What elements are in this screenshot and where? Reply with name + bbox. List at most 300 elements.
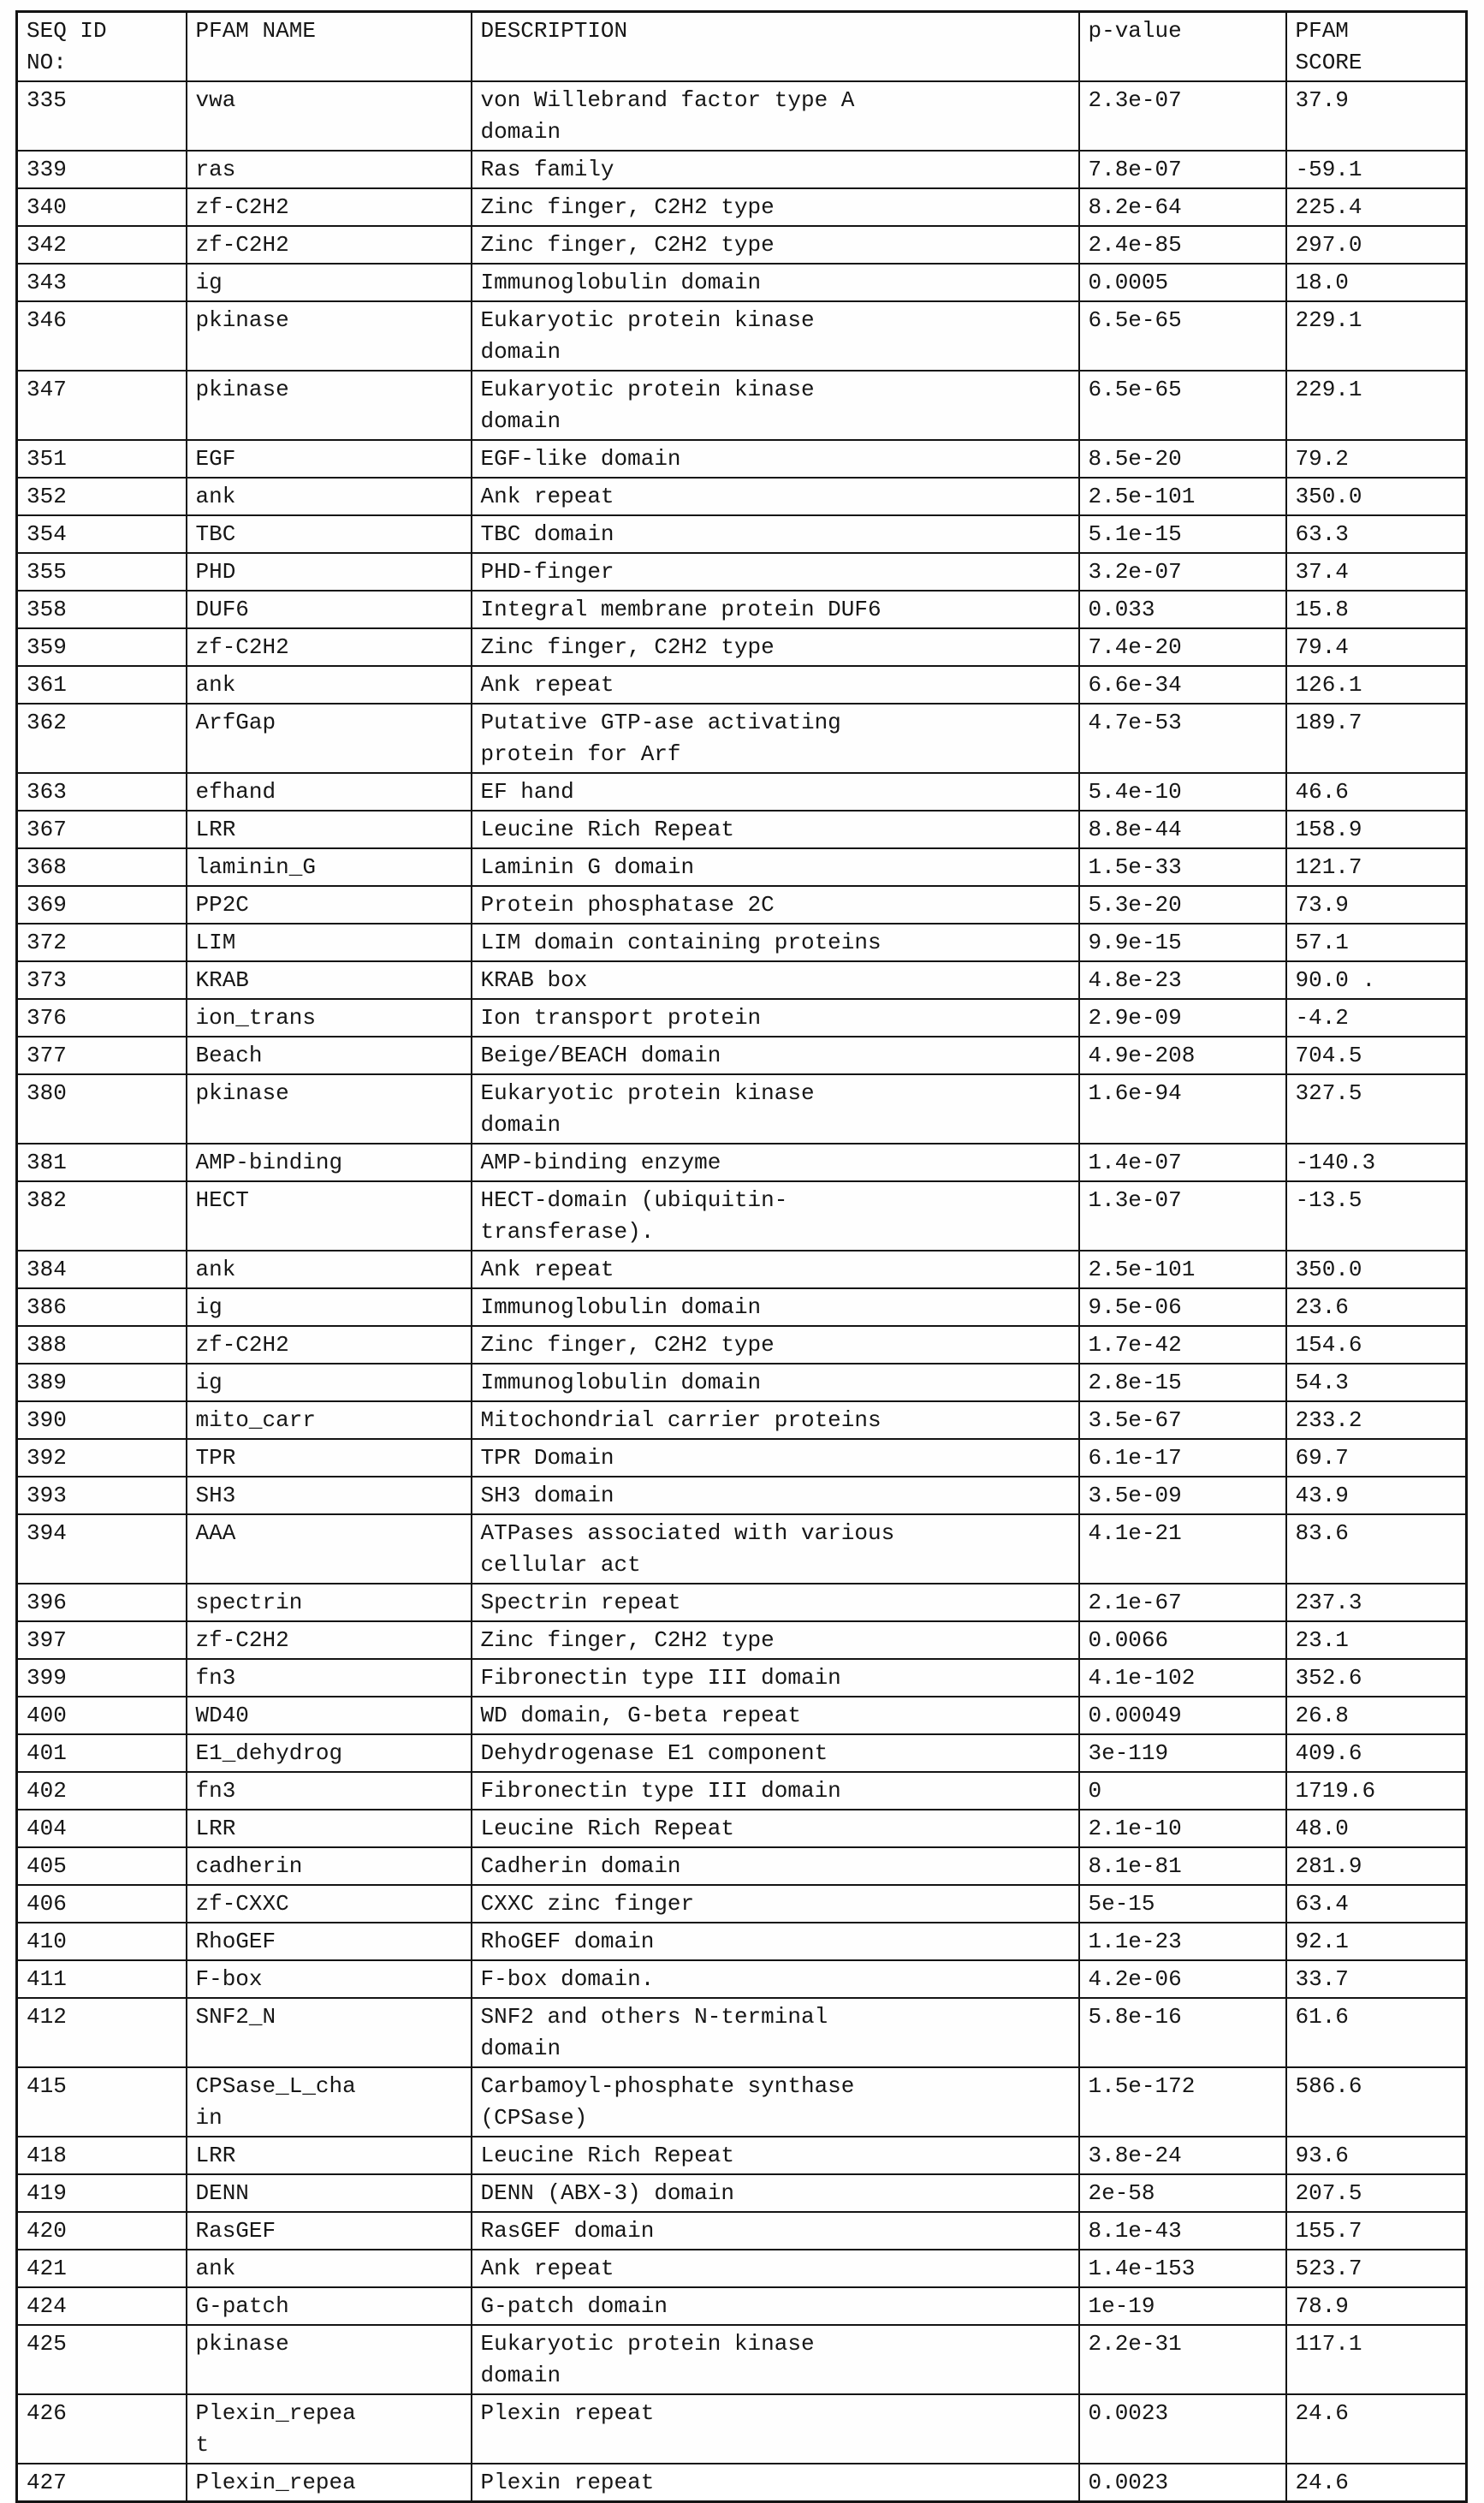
cell-seq-id: 384 [17, 1251, 187, 1288]
cell-pfam-name: vwa [187, 81, 472, 151]
cell-pfam-score: -13.5 [1286, 1181, 1467, 1251]
cell-p-value: 5.8e-16 [1079, 1998, 1286, 2067]
cell-p-value: 6.1e-17 [1079, 1439, 1286, 1477]
cell-description: KRAB box [472, 961, 1079, 999]
pfam-domain-table [15, 10, 1468, 2503]
cell-pfam-name: spectrin [187, 1584, 472, 1621]
cell-description: Spectrin repeat [472, 1584, 1079, 1621]
cell-seq-id: 340 [17, 188, 187, 226]
cell-seq-id: 410 [17, 1923, 187, 1960]
cell-seq-id: 424 [17, 2287, 187, 2325]
cell-p-value: 0.0023 [1079, 2394, 1286, 2464]
cell-description: Zinc finger, C2H2 type [472, 226, 1079, 264]
cell-seq-id: 397 [17, 1621, 187, 1659]
cell-p-value: 8.1e-81 [1079, 1847, 1286, 1885]
cell-description: Plexin repeat [472, 2464, 1079, 2502]
cell-pfam-name: AMP-binding [187, 1144, 472, 1181]
cell-pfam-name: LRR [187, 811, 472, 848]
cell-pfam-name: zf-C2H2 [187, 226, 472, 264]
table-row [17, 1477, 1467, 1514]
cell-description: Eukaryotic protein kinase domain [472, 1074, 1079, 1144]
cell-description: RhoGEF domain [472, 1923, 1079, 1960]
cell-p-value: 3e-119 [1079, 1734, 1286, 1772]
cell-seq-id: 393 [17, 1477, 187, 1514]
cell-p-value: 5.4e-10 [1079, 773, 1286, 811]
cell-pfam-name: RasGEF [187, 2212, 472, 2250]
cell-seq-id: 406 [17, 1885, 187, 1923]
header-pfam-name: PFAM NAME [187, 12, 472, 82]
cell-description: Plexin repeat [472, 2394, 1079, 2464]
cell-pfam-score: 57.1 [1286, 924, 1467, 961]
cell-pfam-name: zf-C2H2 [187, 1326, 472, 1364]
cell-seq-id: 382 [17, 1181, 187, 1251]
cell-p-value: 1.3e-07 [1079, 1181, 1286, 1251]
cell-seq-id: 390 [17, 1401, 187, 1439]
cell-description: G-patch domain [472, 2287, 1079, 2325]
table-row [17, 515, 1467, 553]
cell-description: Mitochondrial carrier proteins [472, 1401, 1079, 1439]
cell-pfam-score: 281.9 [1286, 1847, 1467, 1885]
cell-seq-id: 389 [17, 1364, 187, 1401]
cell-seq-id: 355 [17, 553, 187, 591]
cell-seq-id: 386 [17, 1288, 187, 1326]
cell-pfam-name: LRR [187, 2137, 472, 2174]
cell-description: RasGEF domain [472, 2212, 1079, 2250]
cell-seq-id: 377 [17, 1037, 187, 1074]
cell-pfam-name: ArfGap [187, 704, 472, 773]
cell-pfam-score: 83.6 [1286, 1514, 1467, 1584]
cell-pfam-name: AAA [187, 1514, 472, 1584]
cell-p-value: 7.8e-07 [1079, 151, 1286, 188]
cell-pfam-score: 18.0 [1286, 264, 1467, 301]
cell-pfam-score: 24.6 [1286, 2464, 1467, 2502]
cell-pfam-score: -59.1 [1286, 151, 1467, 188]
cell-pfam-score: 79.4 [1286, 628, 1467, 666]
cell-pfam-score: 350.0 [1286, 1251, 1467, 1288]
cell-pfam-name: WD40 [187, 1697, 472, 1734]
cell-pfam-score: 207.5 [1286, 2174, 1467, 2212]
cell-pfam-name: ig [187, 264, 472, 301]
cell-p-value: 1.4e-07 [1079, 1144, 1286, 1181]
cell-description: WD domain, G-beta repeat [472, 1697, 1079, 1734]
cell-pfam-score: 46.6 [1286, 773, 1467, 811]
cell-pfam-score: 23.1 [1286, 1621, 1467, 1659]
cell-pfam-name: laminin_G [187, 848, 472, 886]
cell-p-value: 1.5e-172 [1079, 2067, 1286, 2137]
cell-description: Protein phosphatase 2C [472, 886, 1079, 924]
cell-description: Immunoglobulin domain [472, 1288, 1079, 1326]
cell-seq-id: 420 [17, 2212, 187, 2250]
cell-p-value: 2.1e-67 [1079, 1584, 1286, 1621]
table-row [17, 1439, 1467, 1477]
table-row [17, 1810, 1467, 1847]
cell-p-value: 4.7e-53 [1079, 704, 1286, 773]
cell-pfam-score: 586.6 [1286, 2067, 1467, 2137]
table-row [17, 1074, 1467, 1144]
cell-description: Immunoglobulin domain [472, 1364, 1079, 1401]
table-header-row [17, 12, 1467, 82]
cell-seq-id: 369 [17, 886, 187, 924]
cell-pfam-name: PHD [187, 553, 472, 591]
cell-seq-id: 415 [17, 2067, 187, 2137]
table-row [17, 478, 1467, 515]
table-row [17, 151, 1467, 188]
cell-p-value: 0.0005 [1079, 264, 1286, 301]
table-row [17, 1326, 1467, 1364]
cell-pfam-score: 126.1 [1286, 666, 1467, 704]
cell-pfam-score: 23.6 [1286, 1288, 1467, 1326]
cell-seq-id: 367 [17, 811, 187, 848]
cell-pfam-score: -4.2 [1286, 999, 1467, 1037]
cell-pfam-score: 1719.6 [1286, 1772, 1467, 1810]
cell-p-value: 2.4e-85 [1079, 226, 1286, 264]
cell-seq-id: 339 [17, 151, 187, 188]
table-row [17, 886, 1467, 924]
cell-description: Ank repeat [472, 478, 1079, 515]
table-row [17, 591, 1467, 628]
header-description: DESCRIPTION [472, 12, 1079, 82]
cell-description: EGF-like domain [472, 440, 1079, 478]
table-row [17, 2067, 1467, 2137]
cell-p-value: 8.2e-64 [1079, 188, 1286, 226]
cell-description: Ank repeat [472, 1251, 1079, 1288]
cell-description: HECT-domain (ubiquitin- transferase). [472, 1181, 1079, 1251]
table-row [17, 2137, 1467, 2174]
table-row [17, 1734, 1467, 1772]
cell-pfam-name: PP2C [187, 886, 472, 924]
table-row [17, 264, 1467, 301]
cell-p-value: 3.2e-07 [1079, 553, 1286, 591]
cell-seq-id: 342 [17, 226, 187, 264]
cell-description: Ank repeat [472, 666, 1079, 704]
cell-pfam-name: ras [187, 151, 472, 188]
cell-description: Carbamoyl-phosphate synthase (CPSase) [472, 2067, 1079, 2137]
cell-description: Eukaryotic protein kinase domain [472, 371, 1079, 440]
cell-pfam-score: 33.7 [1286, 1960, 1467, 1998]
cell-seq-id: 376 [17, 999, 187, 1037]
cell-seq-id: 401 [17, 1734, 187, 1772]
cell-pfam-score: 90.0 . [1286, 961, 1467, 999]
cell-pfam-score: 121.7 [1286, 848, 1467, 886]
cell-description: Beige/BEACH domain [472, 1037, 1079, 1074]
table-row [17, 81, 1467, 151]
cell-description: DENN (ABX-3) domain [472, 2174, 1079, 2212]
cell-seq-id: 426 [17, 2394, 187, 2464]
cell-pfam-score: 158.9 [1286, 811, 1467, 848]
cell-p-value: 6.5e-65 [1079, 301, 1286, 371]
cell-pfam-name: SNF2_N [187, 1998, 472, 2067]
header-pfam-score: PFAM SCORE [1286, 12, 1467, 82]
table-row [17, 2287, 1467, 2325]
table-row [17, 1584, 1467, 1621]
cell-seq-id: 402 [17, 1772, 187, 1810]
cell-pfam-score: 409.6 [1286, 1734, 1467, 1772]
cell-pfam-score: -140.3 [1286, 1144, 1467, 1181]
cell-pfam-name: G-patch [187, 2287, 472, 2325]
cell-pfam-name: CPSase_L_cha in [187, 2067, 472, 2137]
cell-seq-id: 358 [17, 591, 187, 628]
cell-seq-id: 363 [17, 773, 187, 811]
table-row [17, 1998, 1467, 2067]
table-row [17, 2212, 1467, 2250]
cell-pfam-name: pkinase [187, 371, 472, 440]
cell-pfam-name: ank [187, 666, 472, 704]
cell-p-value: 3.5e-09 [1079, 1477, 1286, 1514]
cell-pfam-score: 155.7 [1286, 2212, 1467, 2250]
cell-pfam-name: HECT [187, 1181, 472, 1251]
cell-pfam-name: efhand [187, 773, 472, 811]
cell-pfam-score: 523.7 [1286, 2250, 1467, 2287]
cell-pfam-score: 117.1 [1286, 2325, 1467, 2394]
cell-p-value: 3.8e-24 [1079, 2137, 1286, 2174]
cell-pfam-name: ion_trans [187, 999, 472, 1037]
cell-p-value: 2e-58 [1079, 2174, 1286, 2212]
cell-seq-id: 394 [17, 1514, 187, 1584]
cell-pfam-name: Plexin_repea t [187, 2394, 472, 2464]
cell-pfam-name: SH3 [187, 1477, 472, 1514]
cell-p-value: 9.5e-06 [1079, 1288, 1286, 1326]
table-row [17, 1288, 1467, 1326]
cell-seq-id: 392 [17, 1439, 187, 1477]
cell-pfam-score: 48.0 [1286, 1810, 1467, 1847]
cell-pfam-name: ank [187, 2250, 472, 2287]
table-row [17, 1401, 1467, 1439]
cell-p-value: 1.6e-94 [1079, 1074, 1286, 1144]
cell-pfam-score: 24.6 [1286, 2394, 1467, 2464]
table-row [17, 1181, 1467, 1251]
cell-pfam-score: 69.7 [1286, 1439, 1467, 1477]
table-row [17, 371, 1467, 440]
cell-description: Zinc finger, C2H2 type [472, 1621, 1079, 1659]
cell-seq-id: 347 [17, 371, 187, 440]
cell-description: Zinc finger, C2H2 type [472, 628, 1079, 666]
cell-p-value: 4.8e-23 [1079, 961, 1286, 999]
cell-description: Leucine Rich Repeat [472, 2137, 1079, 2174]
table-row [17, 1847, 1467, 1885]
cell-description: Leucine Rich Repeat [472, 1810, 1079, 1847]
cell-pfam-score: 43.9 [1286, 1477, 1467, 1514]
cell-description: Cadherin domain [472, 1847, 1079, 1885]
cell-pfam-score: 327.5 [1286, 1074, 1467, 1144]
cell-seq-id: 400 [17, 1697, 187, 1734]
cell-description: CXXC zinc finger [472, 1885, 1079, 1923]
cell-pfam-name: fn3 [187, 1659, 472, 1697]
table-row [17, 848, 1467, 886]
table-row [17, 1659, 1467, 1697]
cell-p-value: 6.5e-65 [1079, 371, 1286, 440]
cell-p-value: 8.1e-43 [1079, 2212, 1286, 2250]
cell-pfam-name: DUF6 [187, 591, 472, 628]
cell-pfam-score: 78.9 [1286, 2287, 1467, 2325]
cell-pfam-score: 350.0 [1286, 478, 1467, 515]
cell-description: Dehydrogenase E1 component [472, 1734, 1079, 1772]
cell-p-value: 5.1e-15 [1079, 515, 1286, 553]
cell-description: Ras family [472, 151, 1079, 188]
cell-pfam-name: pkinase [187, 1074, 472, 1144]
cell-seq-id: 352 [17, 478, 187, 515]
cell-description: Putative GTP-ase activating protein for Arf [472, 704, 1079, 773]
cell-p-value: 1.4e-153 [1079, 2250, 1286, 2287]
cell-pfam-name: ig [187, 1364, 472, 1401]
cell-pfam-name: RhoGEF [187, 1923, 472, 1960]
cell-pfam-score: 352.6 [1286, 1659, 1467, 1697]
cell-description: PHD-finger [472, 553, 1079, 591]
cell-seq-id: 381 [17, 1144, 187, 1181]
cell-description: von Willebrand factor type A domain [472, 81, 1079, 151]
cell-seq-id: 399 [17, 1659, 187, 1697]
cell-seq-id: 335 [17, 81, 187, 151]
cell-pfam-score: 63.3 [1286, 515, 1467, 553]
table-row [17, 1364, 1467, 1401]
cell-pfam-name: mito_carr [187, 1401, 472, 1439]
cell-p-value: 3.5e-67 [1079, 1401, 1286, 1439]
cell-seq-id: 427 [17, 2464, 187, 2502]
cell-pfam-name: pkinase [187, 301, 472, 371]
cell-description: Fibronectin type III domain [472, 1772, 1079, 1810]
table-row [17, 2325, 1467, 2394]
cell-seq-id: 396 [17, 1584, 187, 1621]
cell-p-value: 2.8e-15 [1079, 1364, 1286, 1401]
cell-p-value: 5e-15 [1079, 1885, 1286, 1923]
cell-p-value: 9.9e-15 [1079, 924, 1286, 961]
cell-description: Zinc finger, C2H2 type [472, 1326, 1079, 1364]
cell-pfam-name: TPR [187, 1439, 472, 1477]
cell-pfam-name: KRAB [187, 961, 472, 999]
cell-pfam-name: zf-C2H2 [187, 188, 472, 226]
cell-description: Fibronectin type III domain [472, 1659, 1079, 1697]
table-row [17, 1037, 1467, 1074]
cell-p-value: 0 [1079, 1772, 1286, 1810]
cell-pfam-name: LRR [187, 1810, 472, 1847]
cell-p-value: 7.4e-20 [1079, 628, 1286, 666]
cell-p-value: 4.1e-21 [1079, 1514, 1286, 1584]
cell-p-value: 8.8e-44 [1079, 811, 1286, 848]
header-p-value: p-value [1079, 12, 1286, 82]
table-row [17, 811, 1467, 848]
cell-description: Leucine Rich Repeat [472, 811, 1079, 848]
cell-p-value: 4.2e-06 [1079, 1960, 1286, 1998]
cell-seq-id: 412 [17, 1998, 187, 2067]
table-row [17, 961, 1467, 999]
cell-p-value: 6.6e-34 [1079, 666, 1286, 704]
cell-description: SH3 domain [472, 1477, 1079, 1514]
cell-pfam-score: 63.4 [1286, 1885, 1467, 1923]
cell-pfam-name: ank [187, 478, 472, 515]
cell-description: Ank repeat [472, 2250, 1079, 2287]
table-row [17, 1923, 1467, 1960]
table-row [17, 440, 1467, 478]
table-row [17, 1514, 1467, 1584]
cell-pfam-name: zf-CXXC [187, 1885, 472, 1923]
cell-description: Integral membrane protein DUF6 [472, 591, 1079, 628]
cell-pfam-name: Beach [187, 1037, 472, 1074]
table-row [17, 1772, 1467, 1810]
cell-seq-id: 373 [17, 961, 187, 999]
table-row [17, 2250, 1467, 2287]
cell-pfam-name: DENN [187, 2174, 472, 2212]
cell-seq-id: 343 [17, 264, 187, 301]
table-row [17, 999, 1467, 1037]
cell-pfam-score: 237.3 [1286, 1584, 1467, 1621]
cell-p-value: 0.00049 [1079, 1697, 1286, 1734]
table-row [17, 666, 1467, 704]
cell-seq-id: 359 [17, 628, 187, 666]
cell-pfam-score: 154.6 [1286, 1326, 1467, 1364]
cell-pfam-score: 54.3 [1286, 1364, 1467, 1401]
cell-description: Ion transport protein [472, 999, 1079, 1037]
cell-seq-id: 372 [17, 924, 187, 961]
table-row [17, 1251, 1467, 1288]
cell-p-value: 0.0066 [1079, 1621, 1286, 1659]
cell-p-value: 4.9e-208 [1079, 1037, 1286, 1074]
cell-seq-id: 351 [17, 440, 187, 478]
cell-p-value: 2.2e-31 [1079, 2325, 1286, 2394]
table-row [17, 924, 1467, 961]
table-row [17, 773, 1467, 811]
cell-seq-id: 425 [17, 2325, 187, 2394]
cell-description: EF hand [472, 773, 1079, 811]
cell-seq-id: 418 [17, 2137, 187, 2174]
cell-p-value: 1e-19 [1079, 2287, 1286, 2325]
cell-seq-id: 421 [17, 2250, 187, 2287]
cell-p-value: 5.3e-20 [1079, 886, 1286, 924]
table-row [17, 1621, 1467, 1659]
cell-description: TPR Domain [472, 1439, 1079, 1477]
cell-seq-id: 411 [17, 1960, 187, 1998]
cell-pfam-name: ig [187, 1288, 472, 1326]
cell-seq-id: 388 [17, 1326, 187, 1364]
cell-description: Laminin G domain [472, 848, 1079, 886]
table-row [17, 1144, 1467, 1181]
table-row [17, 188, 1467, 226]
cell-pfam-name: Plexin_repea [187, 2464, 472, 2502]
cell-seq-id: 346 [17, 301, 187, 371]
cell-pfam-name: LIM [187, 924, 472, 961]
cell-description: Eukaryotic protein kinase domain [472, 301, 1079, 371]
cell-pfam-name: TBC [187, 515, 472, 553]
cell-p-value: 2.9e-09 [1079, 999, 1286, 1037]
cell-description: F-box domain. [472, 1960, 1079, 1998]
cell-pfam-score: 15.8 [1286, 591, 1467, 628]
cell-description: SNF2 and others N-terminal domain [472, 1998, 1079, 2067]
cell-description: Immunoglobulin domain [472, 264, 1079, 301]
table-row [17, 2394, 1467, 2464]
cell-pfam-name: EGF [187, 440, 472, 478]
cell-seq-id: 362 [17, 704, 187, 773]
cell-p-value: 1.1e-23 [1079, 1923, 1286, 1960]
cell-description: TBC domain [472, 515, 1079, 553]
cell-pfam-name: ank [187, 1251, 472, 1288]
cell-p-value: 2.1e-10 [1079, 1810, 1286, 1847]
header-seq-id-no: SEQ ID NO: [17, 12, 187, 82]
cell-pfam-score: 229.1 [1286, 301, 1467, 371]
cell-seq-id: 404 [17, 1810, 187, 1847]
cell-p-value: 8.5e-20 [1079, 440, 1286, 478]
cell-description: ATPases associated with various cellular act [472, 1514, 1079, 1584]
cell-p-value: 2.5e-101 [1079, 478, 1286, 515]
cell-pfam-name: cadherin [187, 1847, 472, 1885]
cell-p-value: 0.033 [1079, 591, 1286, 628]
cell-pfam-score: 704.5 [1286, 1037, 1467, 1074]
cell-pfam-name: pkinase [187, 2325, 472, 2394]
table-row [17, 2174, 1467, 2212]
cell-description: LIM domain containing proteins [472, 924, 1079, 961]
cell-pfam-score: 92.1 [1286, 1923, 1467, 1960]
cell-pfam-score: 189.7 [1286, 704, 1467, 773]
cell-description: Eukaryotic protein kinase domain [472, 2325, 1079, 2394]
table-row [17, 1697, 1467, 1734]
table-row [17, 226, 1467, 264]
